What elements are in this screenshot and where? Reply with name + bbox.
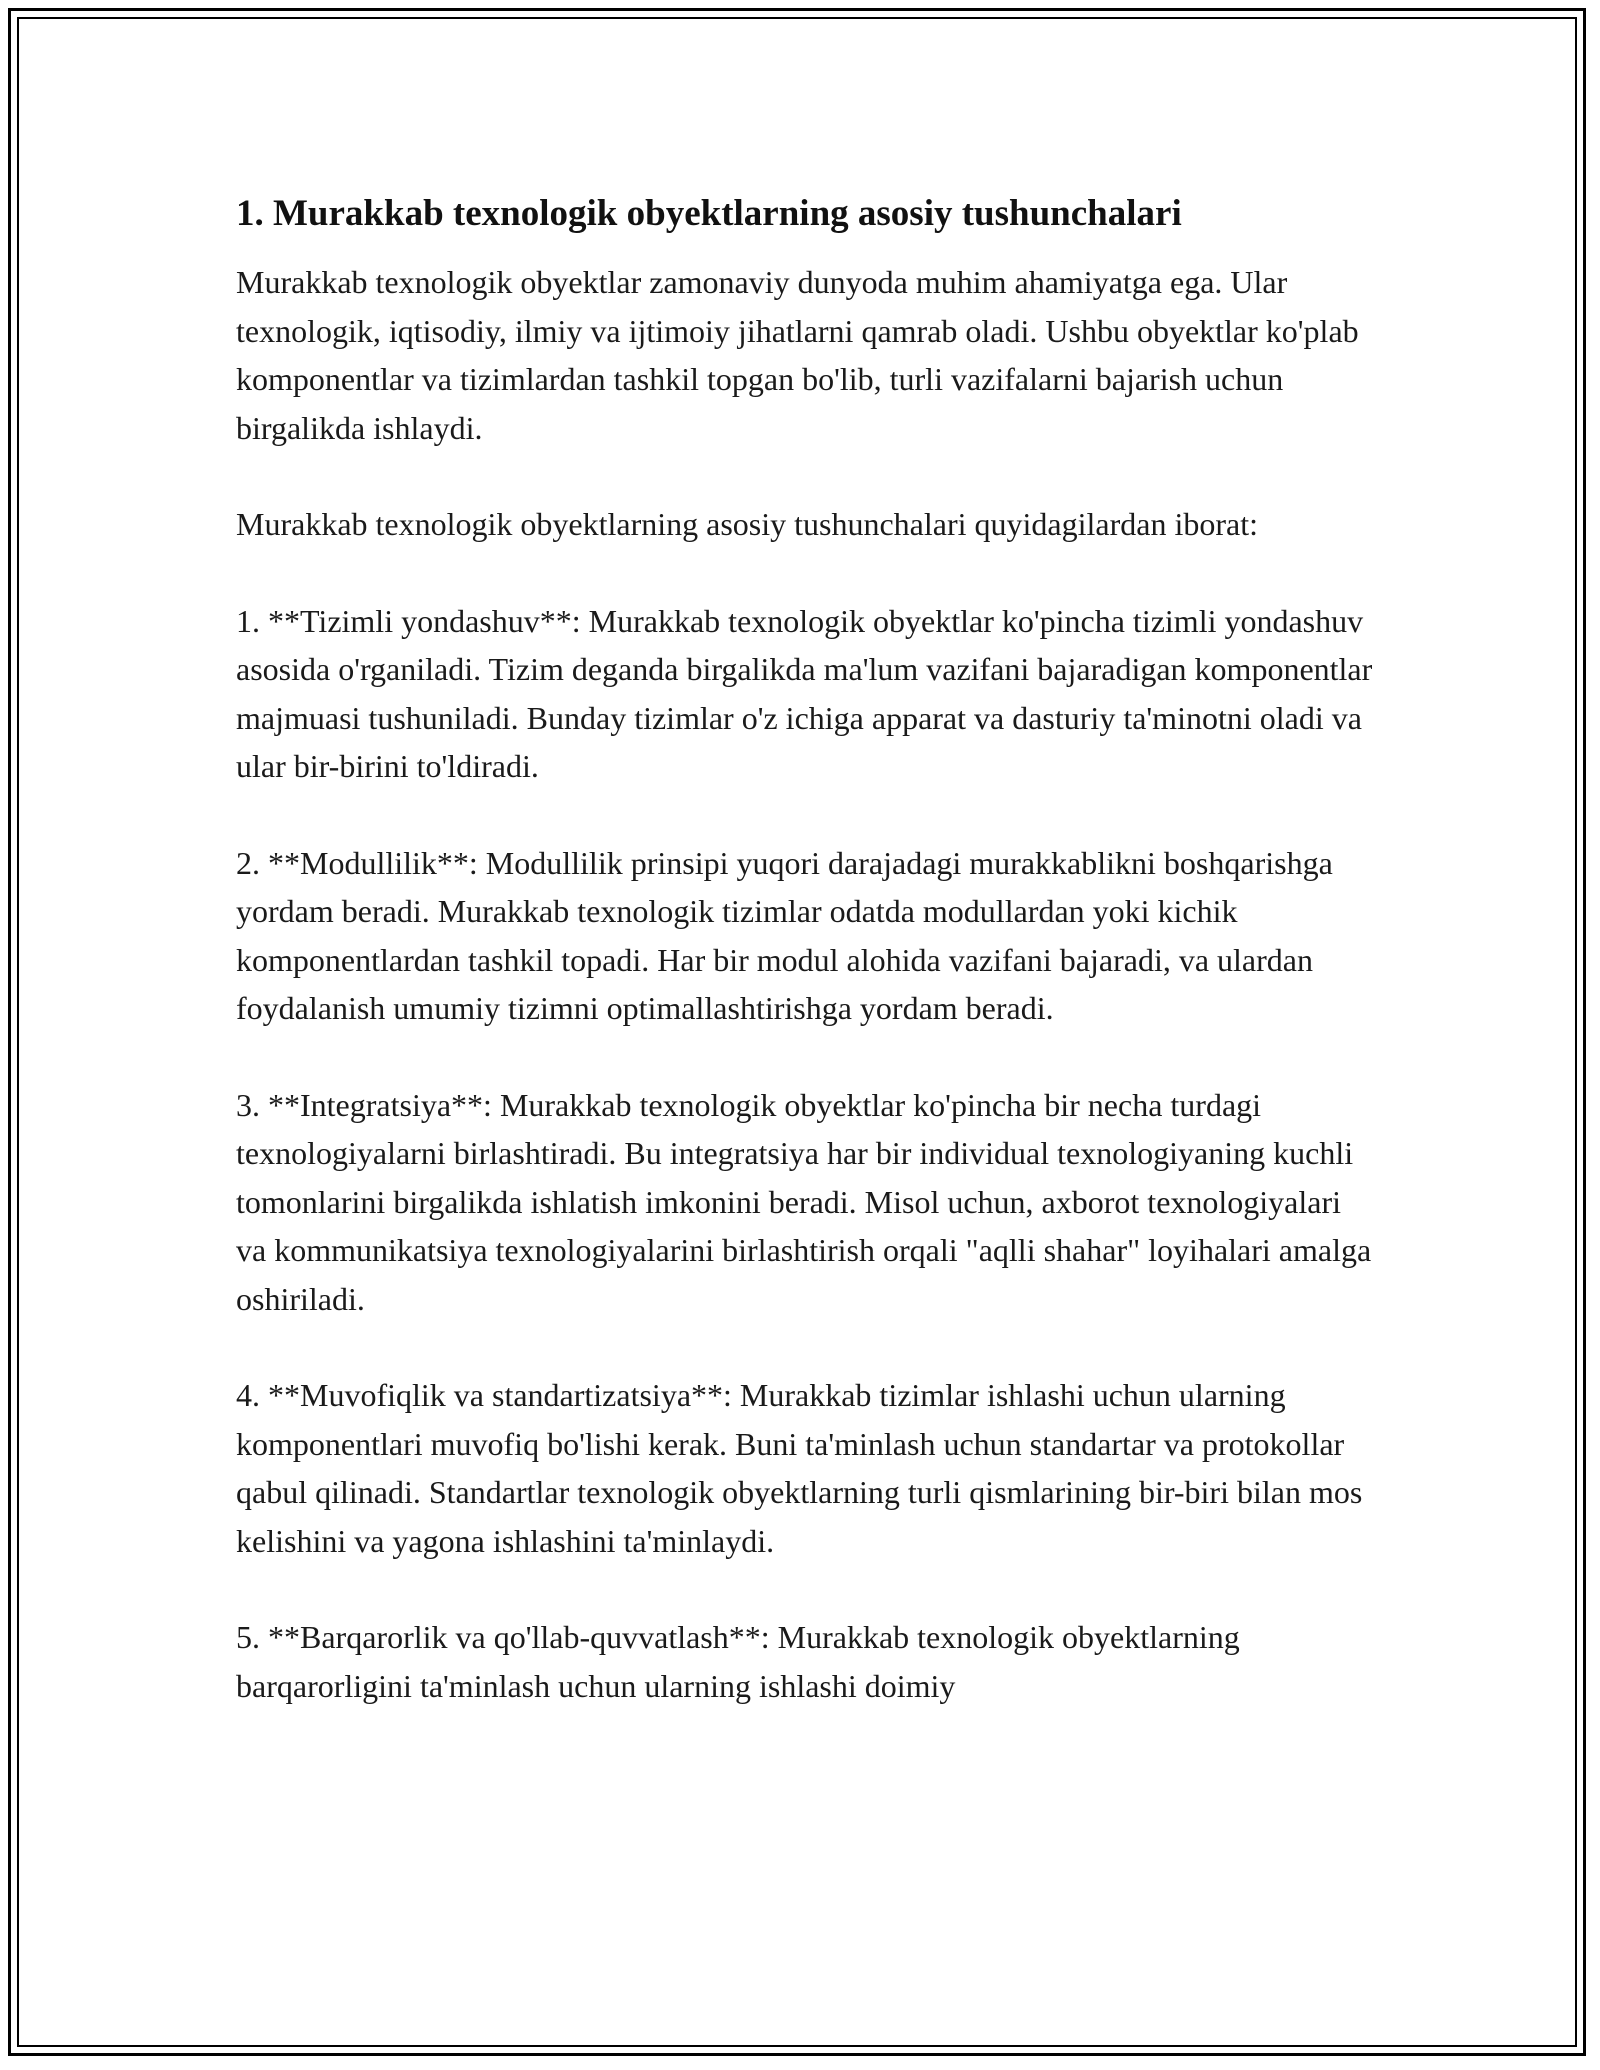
intro-paragraph: Murakkab texnologik obyektlar zamonaviy dunyoda muhim ahamiyatga ega. Ular texnologik, iqtisodiy, ilmiy va ijtimoiy jihatlarni qamrab oladi. Ushbu obyektlar ko'plab komponentlar va tizimlardan tashkil topgan bo'lib, turli vazifalarni bajarish uchun birgalikda ishlaydi. <box>236 264 1359 446</box>
item-stability-support: 5. **Barqarorlik va qo'llab-quvvatlash**: Murakkab texnologik obyektlarning barqarorligini ta'minlash uchun ularning ishlashi doimiy <box>236 1619 1240 1704</box>
concepts-intro-paragraph: Murakkab texnologik obyektlarning asosiy tushunchalari quyidagilardan iborat: <box>236 506 1258 542</box>
item-compatibility-standardization: 4. **Muvofiqlik va standartizatsiya**: Murakkab tizimlar ishlashi uchun ularning komponentlari muvofiq bo'lishi kerak. Buni ta'minlash uchun standartar va protokollar qabul qilinadi. Standartlar texnologik obyektlarning turli qismlarining bir-biri bilan mos kelishini va yagona ishlashini ta'minlaydi. <box>236 1377 1363 1559</box>
item-systems-approach: 1. **Tizimli yondashuv**: Murakkab texnologik obyektlar ko'pincha tizimli yondashuv asosida o'rganiladi. Tizim deganda birgalikda ma'lum vazifani bajaradigan komponentlar majmuasi tushuniladi. Bunday tizimlar o'z ichiga apparat va dasturiy ta'minotni oladi va ular bir-birini to'ldiradi. <box>236 602 1373 784</box>
item-modularity: 2. **Modullilik**: Modullilik prinsipi yuqori darajadagi murakkablikni boshqarishga yordam beradi. Murakkab texnologik tizimlar odatda modullardan yoki kichik komponentlardan tashkil topadi. Har bir modul alohida vazifani bajaradi, va ulardan foydalanish umumiy tizimni optimallashtirishga yordam beradi. <box>236 844 1333 1026</box>
item-integration: 3. **Integratsiya**: Murakkab texnologik obyektlar ko'pincha bir necha turdagi texnologiyalarni birlashtiradi. Bu integratsiya har bir individual texnologiyaning kuchli tomonlarini birgalikda ishlatish imkonini beradi. Misol uchun, axborot texnologiyalari va kommunikatsiya texnologiyalarini birlashtirish orqali "aqlli shahar" loyihalari amalga oshiriladi. <box>236 1086 1372 1317</box>
document-body <box>236 188 1376 1758</box>
section-heading: 1. Murakkab texnologik obyektlarning asosiy tushunchalari <box>236 193 1182 234</box>
